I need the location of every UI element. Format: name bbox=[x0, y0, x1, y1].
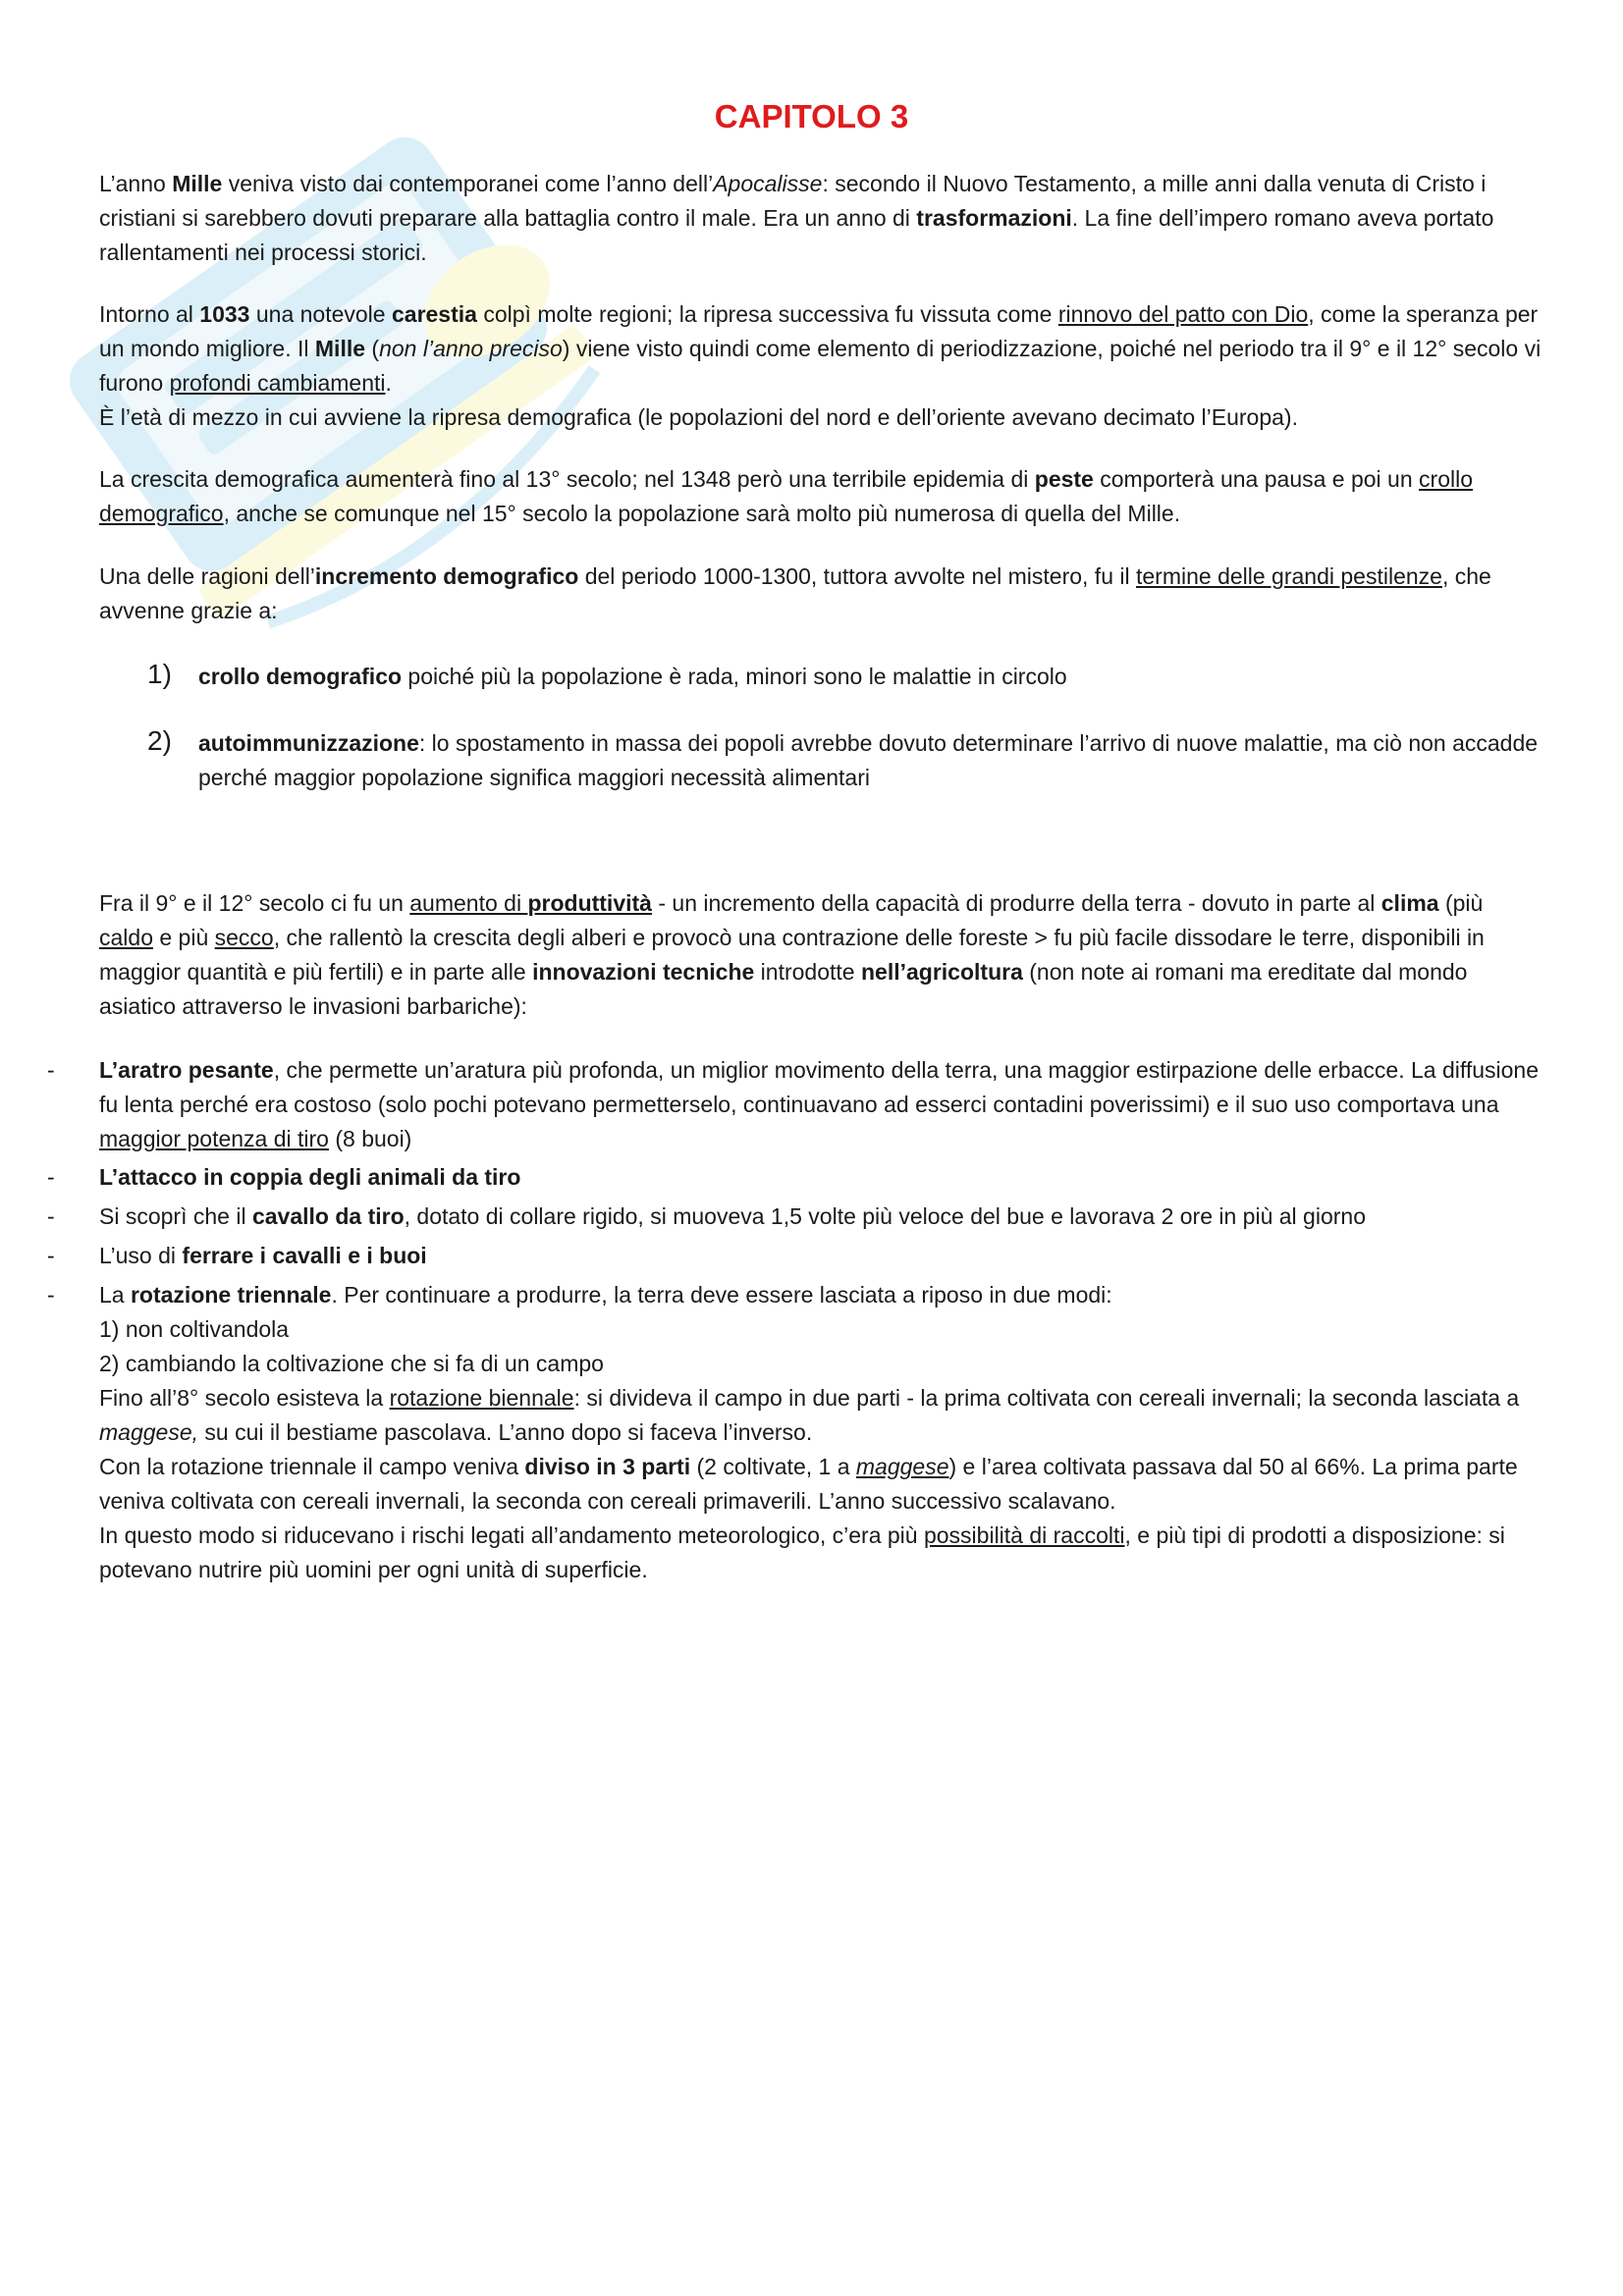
bullet-marker: - bbox=[47, 1164, 55, 1190]
paragraph-anno-mille: L’anno Mille veniva visto dai contemporanei come l’anno dell’Apocalisse: secondo il Nuovo Testamento, a mille anni dalla venuta di Cristo i cristiani si sarebbero dovuti preparare alla battaglia contro il male. Era un anno di trasformazioni. La fine dell’impero romano aveva portato rallentamenti nei processi storici. bbox=[99, 171, 1494, 265]
bullet-marker: - bbox=[47, 1282, 55, 1308]
list-number: 2) bbox=[147, 725, 172, 756]
bullet-ferrare: L’uso di ferrare i cavalli e i buoi bbox=[99, 1243, 427, 1268]
bullet-cavallo: Si scoprì che il cavallo da tiro, dotato di collare rigido, si muoveva 1,5 volte più veloce del bue e lavorava 2 ore in più al giorno bbox=[99, 1203, 1366, 1229]
paragraph-incremento: Una delle ragioni dell’incremento demografico del periodo 1000-1300, tuttora avvolte nel mistero, fu il termine delle grandi pestilenze, che avvenne grazie a: bbox=[99, 563, 1491, 623]
list-item: crollo demografico poiché più la popolazione è rada, minori sono le malattie in circolo bbox=[198, 664, 1067, 689]
list-item: autoimmunizzazione: lo spostamento in massa dei popoli avrebbe dovuto determinare l’arrivo di nuove malattie, ma ciò non accadde perché maggior popolazione significa maggiori necessità alimentari bbox=[198, 730, 1539, 790]
bullet-rotazione: La rotazione triennale. Per continuare a produrre, la terra deve essere lasciata a riposo in due modi: 1) non coltivandola 2) cambiando la coltivazione che si fa di un campo Fino all’8° secolo esisteva la rotazione biennale: si divideva il campo in due parti - la prima coltivata con cereali invernali; la seconda lasciata a maggese, su cui il bestiame pascolava. L’anno dopo si faceva l’inverso. Con la rotazione triennale il campo veniva diviso in 3 parti (2 coltivate, 1 a maggese) e l’area coltivata passava dal 50 al 66%. La prima parte veniva coltivata con cereali invernali, la seconda con cereali primaverili. L’anno successivo scalavano. In questo modo si riducevano i rischi legati all’andamento meteorologico, c’era più possibilità di raccolti, e più tipi di prodotti a disposizione: si potevano nutrire più uomini per ogni unità di superficie. bbox=[99, 1282, 1520, 1582]
bullet-marker: - bbox=[47, 1203, 55, 1229]
bullet-marker: - bbox=[47, 1057, 55, 1083]
paragraph-crescita: La crescita demografica aumenterà fino al 13° secolo; nel 1348 però una terribile epidemia di peste comporterà una pausa e poi un crollo demografico, anche se comunque nel 15° secolo la popolazione sarà molto più numerosa di quella del Mille. bbox=[99, 466, 1473, 526]
bullet-aratro: L’aratro pesante, che permette un’aratura più profonda, un miglior movimento della terra, una maggior estirpazione delle erbacce. La diffusione fu lenta perché era costoso (solo pochi potevano permetterselo, continuavano ad esserci contadini poverissimi) e il suo uso comportava una maggior potenza di tiro (8 buoi) bbox=[99, 1057, 1540, 1151]
bullet-attacco: L’attacco in coppia degli animali da tiro bbox=[99, 1164, 521, 1190]
paragraph-carestia: Intorno al 1033 una notevole carestia colpì molte regioni; la ripresa successiva fu vissuta come rinnovo del patto con Dio, come la speranza per un mondo migliore. Il Mille (non l’anno preciso) viene visto quindi come elemento di periodizzazione, poiché nel periodo tra il 9° e il 12° secolo vi furono profondi cambiamenti. È l’età di mezzo in cui avviene la ripresa demografica (le popolazioni del nord e dell’oriente avevano decimato l’Europa). bbox=[99, 301, 1542, 430]
list-number: 1) bbox=[147, 659, 172, 689]
paragraph-produttivita: Fra il 9° e il 12° secolo ci fu un aumento di produttività - un incremento della capacità di produrre della terra - dovuto in parte al clima (più caldo e più secco, che rallentò la crescita degli alberi e provocò una contrazione delle foreste > fu più facile dissodare le terre, disponibili in maggior quantità e più fertili) e in parte alle innovazioni tecniche introdotte nell’agricoltura (non note ai romani ma ereditate dal mondo asiatico attraverso le invasioni barbariche): bbox=[99, 890, 1485, 1019]
bullet-marker: - bbox=[47, 1243, 55, 1268]
chapter-title: CAPITOLO 3 bbox=[714, 98, 909, 134]
